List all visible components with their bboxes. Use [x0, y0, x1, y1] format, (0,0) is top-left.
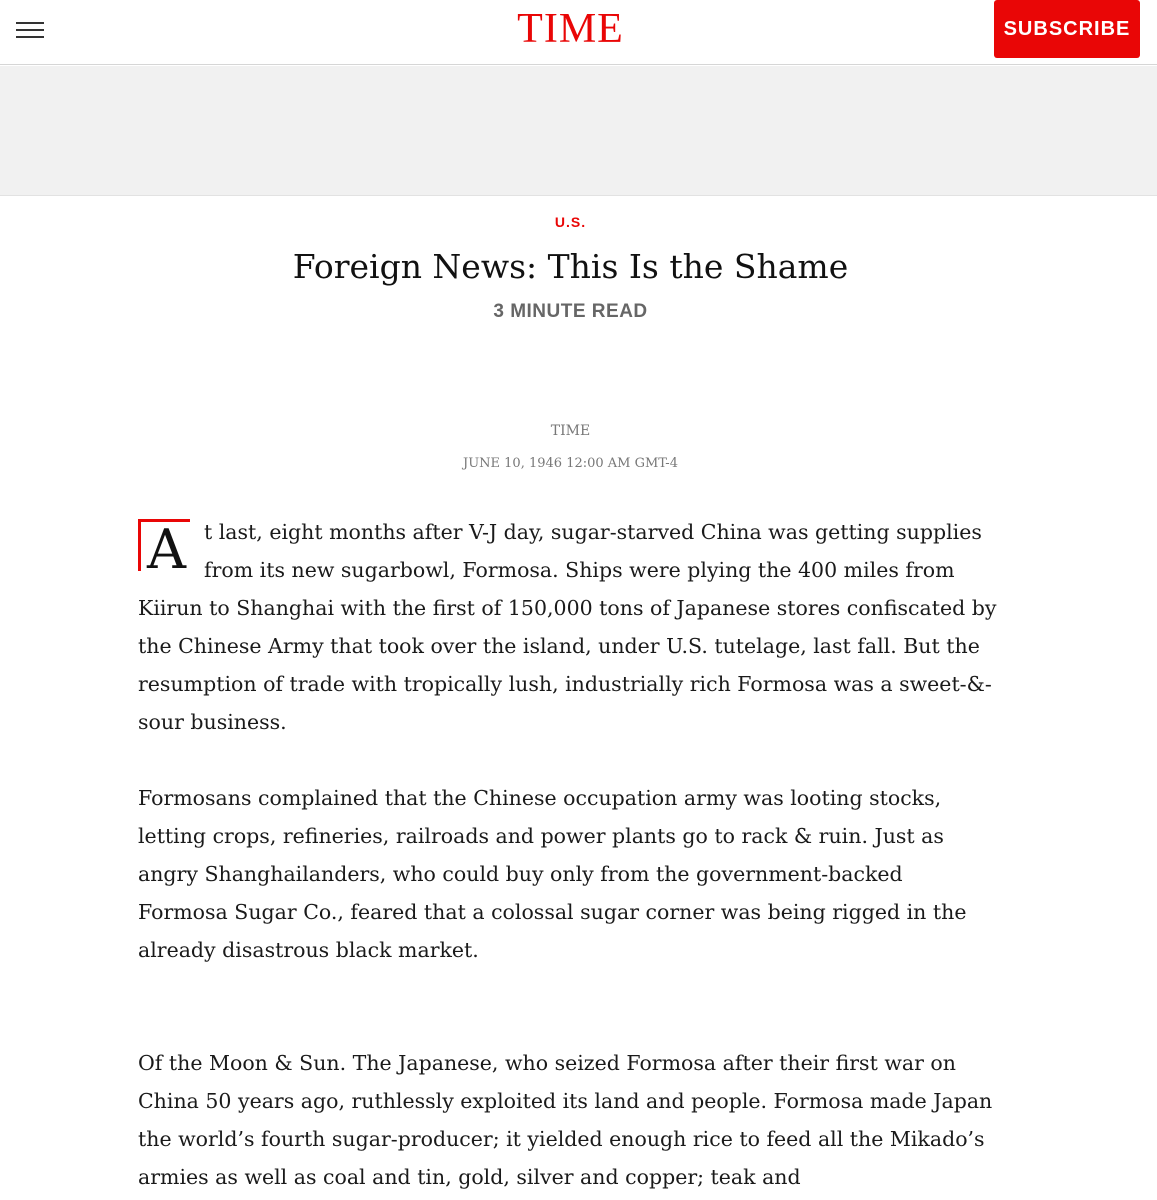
time-logo[interactable]: TIME: [517, 6, 624, 52]
article-date: JUNE 10, 1946 12:00 AM GMT-4: [463, 456, 678, 471]
article-paragraph: Of the Moon & Sun. The Japanese, who seized Formosa after their first war on China 50 years ago, ruthlessly exploited its land and people. Formosa made Japan the world’s fourth sugar-producer; it yielded enough rice to feed all the Mikado’s armies as well as coal and tin, gold, silver and copper; teak and: [138, 1051, 993, 1189]
subscribe-button[interactable]: SUBSCRIBE: [994, 0, 1140, 58]
article-paragraph: [138, 513, 998, 741]
section-label[interactable]: U.S.: [554, 214, 587, 230]
article-headline: Foreign News: This Is the Shame: [292, 247, 849, 286]
site-header: [0, 0, 1157, 65]
read-time: 3 MINUTE READ: [493, 301, 648, 322]
drop-cap: A: [138, 519, 190, 571]
article-paragraph: Formosans complained that the Chinese occupation army was looting stocks, letting crops, refineries, railroads and power plants go to rack & ruin. Just as angry Shanghailanders, who could buy only from the government-backed Formosa Sugar Co., feared that a colossal sugar corner was being rigged in the already disastrous black market.: [138, 786, 967, 962]
paragraph-text: t last, eight months after V-J day, sugar-starved China was getting supplies from its new sugarbowl, Formosa. Ships were plying the 400 miles from Kiirun to Shanghai with the first of 150,000 tons of Japanese stores confiscated by the Chinese Army that took over the island, under U.S. tutelage, last fall. But the resumption of trade with tropically lush, industrially rich Formosa was a sweet-&-sour business.: [138, 520, 997, 734]
article-byline: TIME: [550, 423, 591, 439]
ad-banner-placeholder: [0, 66, 1157, 196]
